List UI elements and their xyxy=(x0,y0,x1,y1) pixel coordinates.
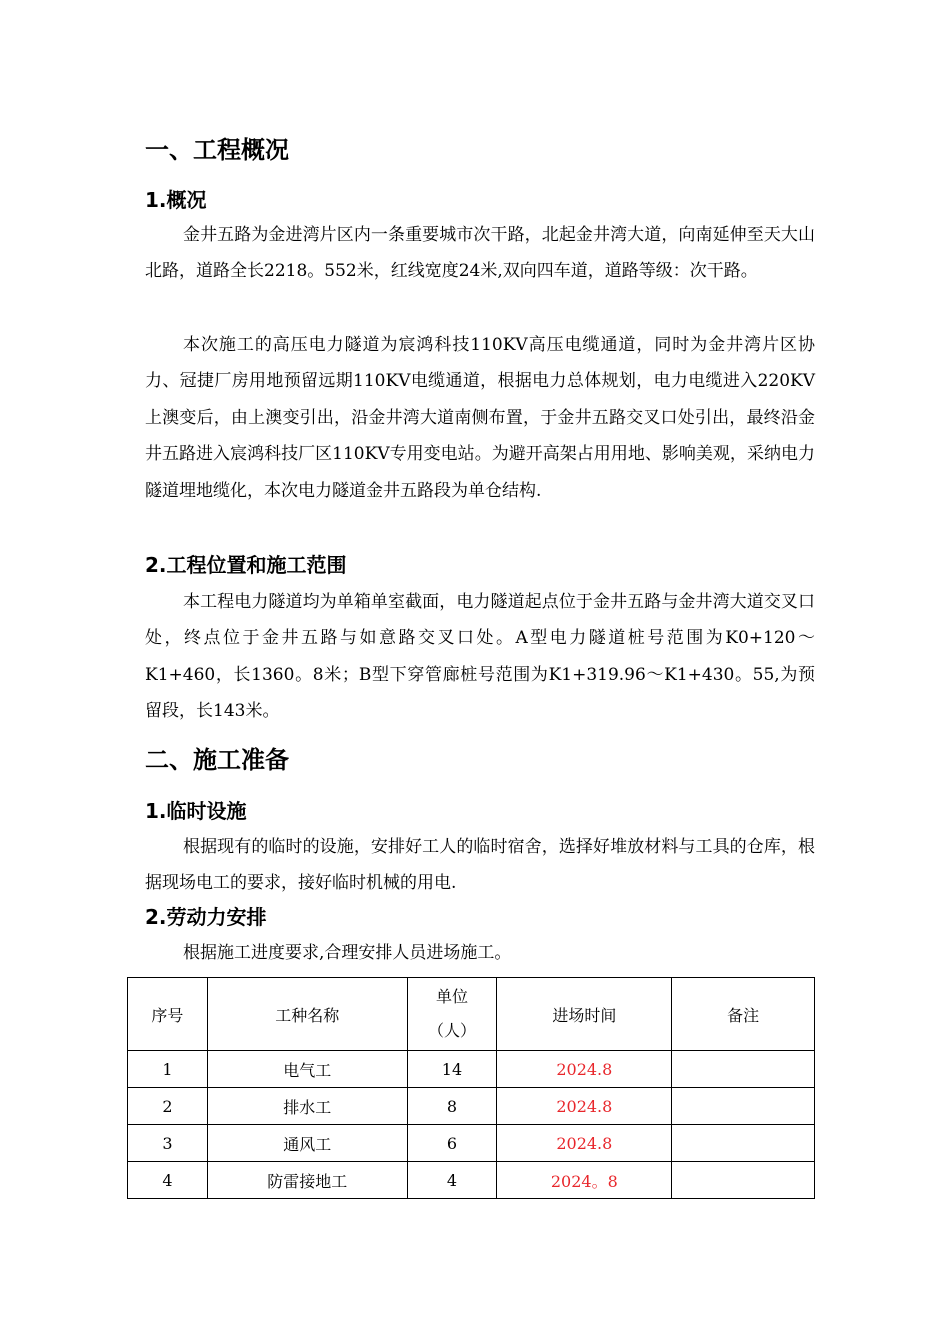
cell-entry-time: 2024.8 xyxy=(497,1088,672,1125)
cell-entry-time: 2024.8 xyxy=(497,1051,672,1088)
subheading-overview: 1.概况 xyxy=(145,188,207,212)
subheading-temporary-facilities: 1.临时设施 xyxy=(145,799,247,823)
cell-remarks xyxy=(672,1162,815,1199)
cell-no: 3 xyxy=(128,1125,208,1162)
section-heading-preparation: 二、施工准备 xyxy=(145,746,289,774)
paragraph-tunnel-overview: 本次施工的高压电力隧道为宸鸿科技110KV高压电缆通道，同时为金井湾片区协力、冠捷厂房用地预留远期110KV电缆通道，根据电力总体规划，电力电缆进入220KV上澳变后，由上澳变引出，沿金井湾大道南侧布置，于金井五路交叉口处引出，最终沿金井五路进入宸鸿科技厂区110KV专用变电站。为避开高架占用用地、影响美观，采纳电力隧道埋地缆化，本次电力隧道金井五路段为单仓结构. xyxy=(145,335,815,501)
header-trade: 工种名称 xyxy=(207,978,407,1051)
cell-trade: 通风工 xyxy=(207,1125,407,1162)
header-unit-line2: （人） xyxy=(427,1021,476,1040)
cell-no: 1 xyxy=(128,1051,208,1088)
header-unit-line1: 单位 xyxy=(435,987,468,1006)
cell-trade: 防雷接地工 xyxy=(207,1162,407,1199)
table-row xyxy=(128,1051,815,1088)
cell-count: 8 xyxy=(407,1088,497,1125)
cell-count: 14 xyxy=(407,1051,497,1088)
header-unit xyxy=(407,978,497,1051)
subheading-labor-arrangement: 2.劳动力安排 xyxy=(145,905,267,929)
table-row xyxy=(128,1125,815,1162)
paragraph-labor-arrangement: 根据施工进度要求,合理安排人员进场施工。 xyxy=(183,943,512,963)
paragraph-location-scope: 本工程电力隧道均为单箱单室截面，电力隧道起点位于金井五路与金井湾大道交叉口处，终点位于金井五路与如意路交叉口处。A型电力隧道桩号范围为K0+120～K1+460，长1360。8米；B型下穿管廊桩号范围为K1+319.96～K1+430。55,为预留段，长143米。 xyxy=(145,592,815,722)
cell-entry-time: 2024。8 xyxy=(497,1162,672,1199)
cell-trade: 排水工 xyxy=(207,1088,407,1125)
header-remarks: 备注 xyxy=(672,978,815,1051)
cell-no: 2 xyxy=(128,1088,208,1125)
cell-no: 4 xyxy=(128,1162,208,1199)
section-heading-overview: 一、工程概况 xyxy=(145,136,289,164)
paragraph-temporary-facilities: 根据现有的临时的设施，安排好工人的临时宿舍，选择好堆放材料与工具的仓库，根据现场电工的要求，接好临时机械的用电. xyxy=(145,837,815,894)
cell-count: 4 xyxy=(407,1162,497,1199)
header-entry-time: 进场时间 xyxy=(497,978,672,1051)
table-row xyxy=(128,1088,815,1125)
cell-remarks xyxy=(672,1051,815,1088)
subheading-location-scope: 2.工程位置和施工范围 xyxy=(145,553,347,577)
header-no: 序号 xyxy=(128,978,208,1051)
cell-trade: 电气工 xyxy=(207,1051,407,1088)
cell-count: 6 xyxy=(407,1125,497,1162)
paragraph-road-overview: 金井五路为金进湾片区内一条重要城市次干路，北起金井湾大道，向南延伸至天大山北路，道路全长2218。552米，红线宽度24米,双向四车道，道路等级：次干路。 xyxy=(145,225,815,282)
table-header-row xyxy=(128,978,815,1051)
table-row xyxy=(128,1162,815,1199)
cell-remarks xyxy=(672,1088,815,1125)
labor-table xyxy=(127,977,815,1199)
cell-remarks xyxy=(672,1125,815,1162)
cell-entry-time: 2024.8 xyxy=(497,1125,672,1162)
